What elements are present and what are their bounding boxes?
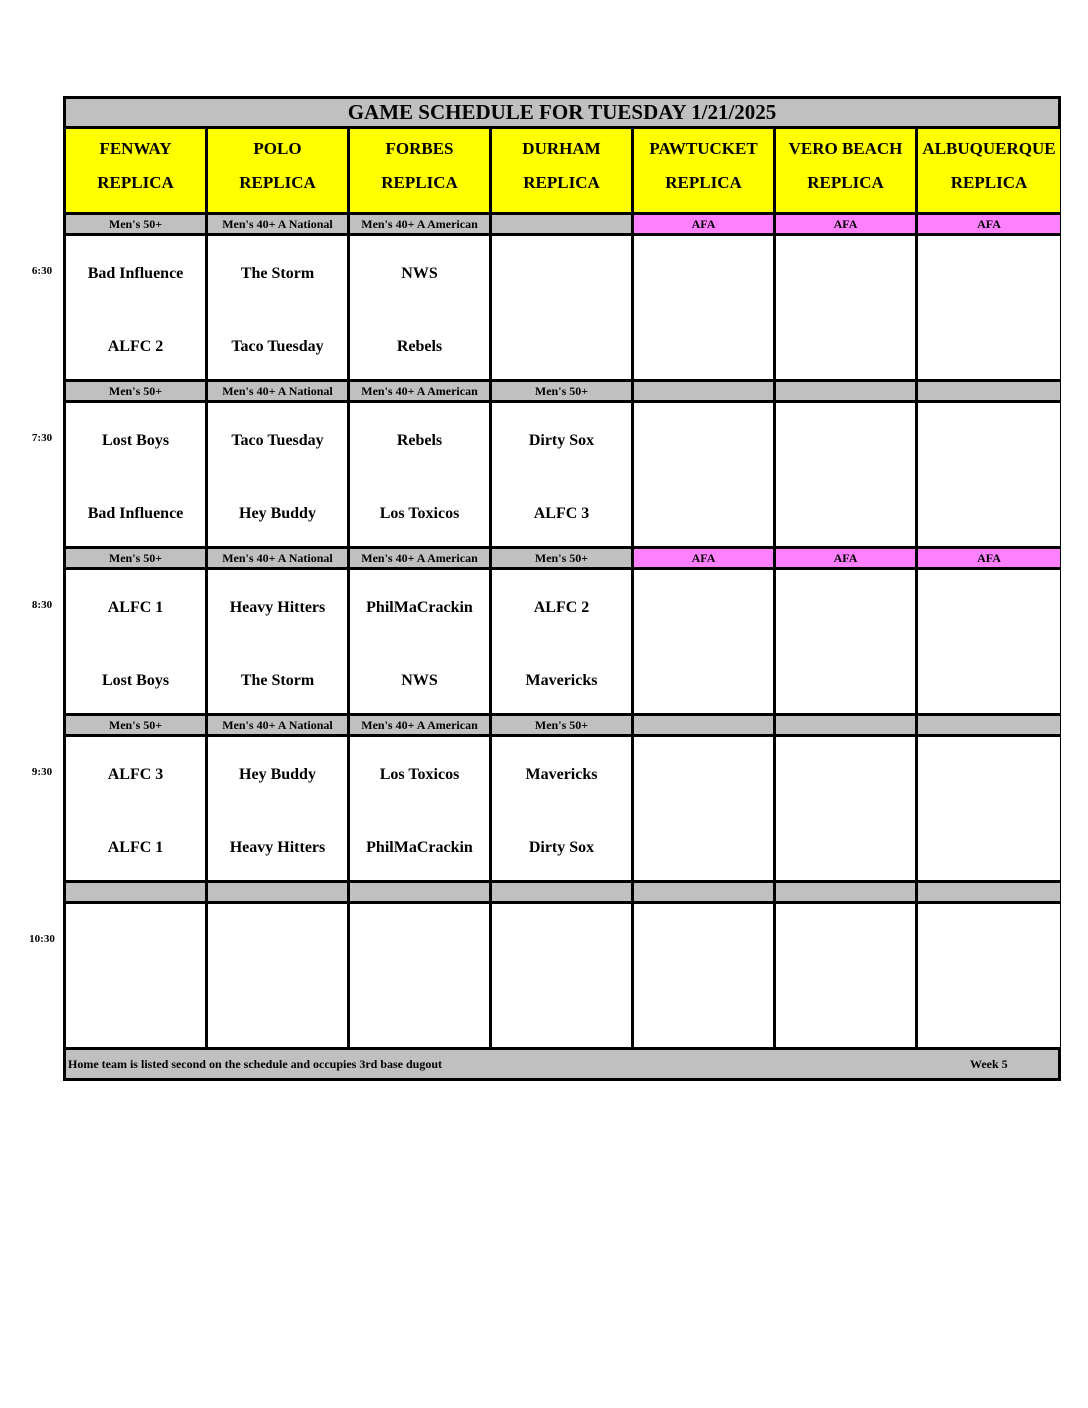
week-label: Week 5 bbox=[970, 1057, 1008, 1071]
away-team: Rebels bbox=[396, 432, 443, 449]
home-team: Heavy Hitters bbox=[229, 839, 326, 856]
game-cell bbox=[918, 737, 1060, 883]
field-header bbox=[66, 129, 208, 215]
field-subtitle: REPLICA bbox=[665, 173, 742, 192]
division-label bbox=[918, 382, 1060, 403]
field-subtitle: REPLICA bbox=[807, 173, 884, 192]
division-label: Men's 40+ A American bbox=[350, 382, 492, 403]
division-label: Men's 50+ bbox=[66, 382, 208, 403]
division-label: Men's 40+ A American bbox=[350, 549, 492, 570]
division-label: Men's 50+ bbox=[492, 549, 634, 570]
time-label: 7:30 bbox=[31, 432, 53, 444]
division-label bbox=[492, 883, 634, 904]
field-subtitle: REPLICA bbox=[950, 173, 1028, 192]
game-cell bbox=[918, 236, 1060, 382]
home-team: NWS bbox=[401, 672, 438, 689]
away-team: The Storm bbox=[240, 265, 315, 282]
home-team: ALFC 2 bbox=[107, 338, 164, 355]
game-cell bbox=[208, 904, 350, 1050]
game-cell bbox=[634, 236, 776, 382]
game-cell bbox=[776, 236, 918, 382]
game-cell bbox=[66, 737, 208, 883]
game-cell bbox=[492, 904, 634, 1050]
time-label: 10:30 bbox=[29, 933, 55, 945]
game-cell bbox=[350, 737, 492, 883]
field-header bbox=[776, 129, 918, 215]
division-label bbox=[776, 883, 918, 904]
game-cell bbox=[208, 737, 350, 883]
division-label bbox=[66, 883, 208, 904]
home-team: ALFC 1 bbox=[107, 839, 164, 856]
division-label: AFA bbox=[776, 549, 918, 570]
game-cell bbox=[918, 570, 1060, 716]
game-cell bbox=[66, 403, 208, 549]
division-label: AFA bbox=[918, 215, 1060, 236]
field-name: FENWAY bbox=[99, 139, 172, 158]
game-cell bbox=[66, 904, 208, 1050]
field-subtitle: REPLICA bbox=[523, 173, 600, 192]
division-label: Men's 50+ bbox=[492, 716, 634, 737]
home-team: PhilMaCrackin bbox=[366, 839, 473, 856]
field-name: DURHAM bbox=[522, 139, 601, 158]
field-name: VERO BEACH bbox=[788, 139, 903, 158]
field-header bbox=[208, 129, 350, 215]
game-cell bbox=[776, 737, 918, 883]
field-name: POLO bbox=[253, 139, 302, 158]
division-label bbox=[634, 382, 776, 403]
field-subtitle: REPLICA bbox=[97, 173, 174, 192]
game-cell bbox=[918, 904, 1060, 1050]
division-label bbox=[350, 883, 492, 904]
game-cell bbox=[66, 570, 208, 716]
schedule-sheet bbox=[63, 96, 1061, 1081]
division-label bbox=[208, 883, 350, 904]
field-subtitle: REPLICA bbox=[381, 173, 458, 192]
division-label: Men's 50+ bbox=[66, 215, 208, 236]
time-label: 8:30 bbox=[31, 599, 53, 611]
field-header bbox=[492, 129, 634, 215]
home-team: Bad Influence bbox=[87, 505, 184, 522]
division-label: Men's 40+ A National bbox=[208, 215, 350, 236]
home-team: Hey Buddy bbox=[239, 505, 316, 522]
division-label bbox=[776, 382, 918, 403]
field-name: PAWTUCKET bbox=[649, 139, 758, 158]
home-team: Dirty Sox bbox=[528, 839, 595, 856]
away-team: Taco Tuesday bbox=[231, 432, 324, 449]
division-label: AFA bbox=[634, 215, 776, 236]
away-team: Dirty Sox bbox=[528, 432, 595, 449]
schedule-title: GAME SCHEDULE FOR TUESDAY 1/21/2025 bbox=[66, 99, 1058, 129]
division-label: AFA bbox=[776, 215, 918, 236]
game-cell bbox=[776, 403, 918, 549]
division-label: Men's 40+ A American bbox=[350, 215, 492, 236]
home-team: ALFC 3 bbox=[533, 505, 590, 522]
division-label: Men's 40+ A National bbox=[208, 382, 350, 403]
field-header bbox=[918, 129, 1060, 215]
away-team: Hey Buddy bbox=[239, 766, 316, 783]
away-team: NWS bbox=[401, 265, 438, 282]
away-team: Los Toxicos bbox=[379, 766, 460, 783]
division-label: Men's 40+ A National bbox=[208, 549, 350, 570]
game-cell bbox=[918, 403, 1060, 549]
division-label: AFA bbox=[918, 549, 1060, 570]
division-label bbox=[918, 883, 1060, 904]
game-cell bbox=[634, 570, 776, 716]
game-cell bbox=[492, 570, 634, 716]
game-cell bbox=[634, 737, 776, 883]
field-name: ALBUQUERQUE bbox=[922, 139, 1056, 158]
home-team: The Storm bbox=[240, 672, 315, 689]
game-cell bbox=[634, 904, 776, 1050]
division-label: Men's 40+ A National bbox=[208, 716, 350, 737]
away-team: Lost Boys bbox=[101, 432, 170, 449]
division-label bbox=[918, 716, 1060, 737]
division-label bbox=[492, 215, 634, 236]
division-label: AFA bbox=[634, 549, 776, 570]
game-cell bbox=[492, 236, 634, 382]
game-cell bbox=[208, 236, 350, 382]
away-team: ALFC 1 bbox=[107, 599, 164, 616]
home-team: Los Toxicos bbox=[379, 505, 460, 522]
field-header bbox=[350, 129, 492, 215]
home-team: Lost Boys bbox=[101, 672, 170, 689]
footer-bar bbox=[66, 1050, 1058, 1078]
game-cell bbox=[208, 403, 350, 549]
division-label: Men's 40+ A American bbox=[350, 716, 492, 737]
time-label: 6:30 bbox=[31, 265, 53, 277]
away-team: Heavy Hitters bbox=[229, 599, 326, 616]
game-cell bbox=[492, 403, 634, 549]
division-label bbox=[634, 883, 776, 904]
game-cell bbox=[776, 904, 918, 1050]
game-cell bbox=[350, 904, 492, 1050]
home-team: Mavericks bbox=[525, 672, 598, 689]
home-team: Taco Tuesday bbox=[231, 338, 324, 355]
division-label bbox=[634, 716, 776, 737]
away-team: PhilMaCrackin bbox=[366, 599, 473, 616]
game-cell bbox=[66, 236, 208, 382]
field-name: FORBES bbox=[385, 139, 454, 158]
division-label: Men's 50+ bbox=[492, 382, 634, 403]
field-subtitle: REPLICA bbox=[239, 173, 316, 192]
game-cell bbox=[776, 570, 918, 716]
home-team: Rebels bbox=[396, 338, 443, 355]
away-team: ALFC 2 bbox=[533, 599, 590, 616]
game-cell bbox=[492, 737, 634, 883]
game-cell bbox=[350, 570, 492, 716]
division-label: Men's 50+ bbox=[66, 716, 208, 737]
game-cell bbox=[350, 403, 492, 549]
away-team: ALFC 3 bbox=[107, 766, 164, 783]
footer-note: Home team is listed second on the schedule and occupies 3rd base dugout bbox=[68, 1057, 443, 1071]
game-cell bbox=[634, 403, 776, 549]
away-team: Bad Influence bbox=[87, 265, 184, 282]
field-header bbox=[634, 129, 776, 215]
division-label: Men's 50+ bbox=[66, 549, 208, 570]
away-team: Mavericks bbox=[525, 766, 598, 783]
division-label bbox=[776, 716, 918, 737]
game-cell bbox=[208, 570, 350, 716]
game-cell bbox=[350, 236, 492, 382]
time-label: 9:30 bbox=[31, 766, 53, 778]
